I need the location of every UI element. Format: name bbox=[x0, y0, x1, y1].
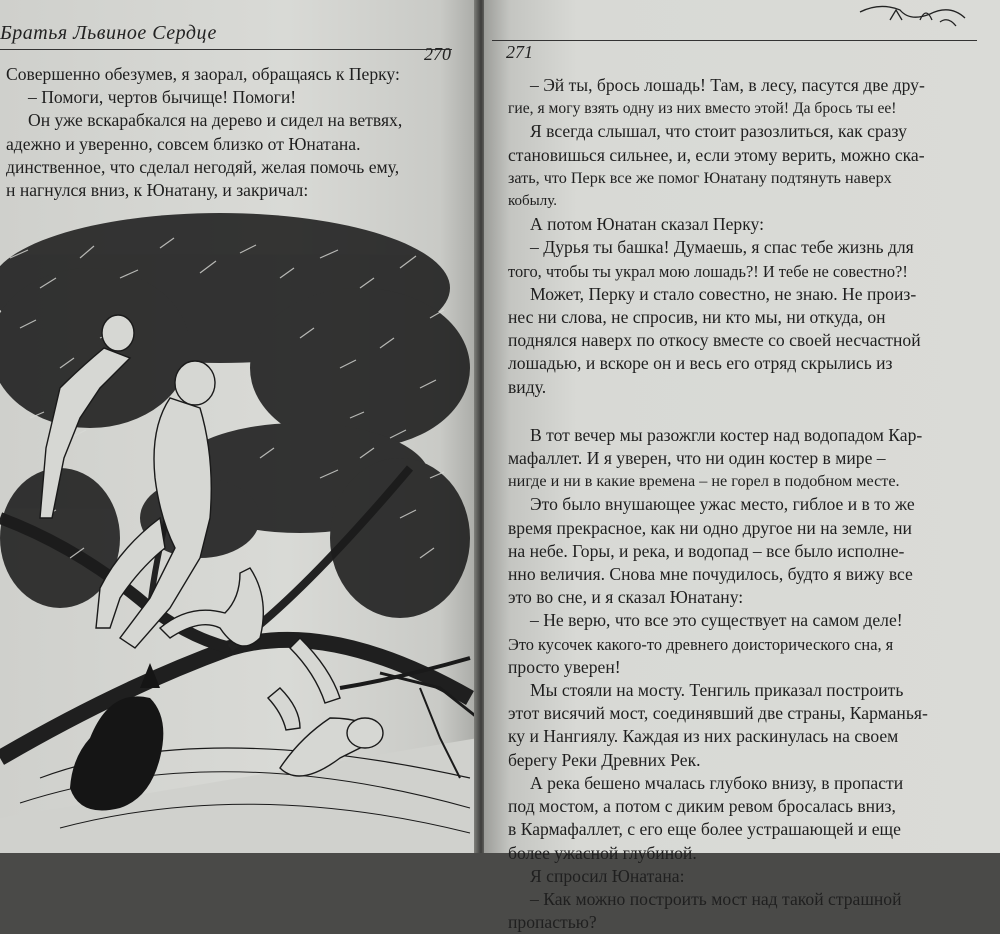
text-line: – Как можно построить мост над такой страшной bbox=[530, 888, 902, 909]
text-line: – Не верю, что все это существует на самом деле! bbox=[530, 610, 903, 631]
text-line: на небе. Горы, и река, и водопад – все было исполне- bbox=[508, 540, 905, 561]
text-line: гие, я могу взять одну из них вместо этой! Да брось ты ее! bbox=[508, 100, 897, 118]
left-page bbox=[0, 0, 478, 853]
text-line: – Дурья ты башка! Думаешь, я спас тебе жизнь для bbox=[530, 237, 914, 258]
text-line: Я спросил Юнатана: bbox=[530, 865, 685, 886]
text-line: нно величия. Снова мне почудилось, будто я вижу все bbox=[508, 564, 913, 585]
text-line: просто уверен! bbox=[508, 656, 621, 677]
page-number-left: 270 bbox=[424, 44, 451, 64]
header-rule bbox=[492, 40, 977, 41]
left-text-block bbox=[6, 63, 402, 202]
tree-illustration bbox=[0, 218, 478, 853]
text-line: В тот вечер мы разожгли костер над водопадом Кар- bbox=[530, 424, 923, 445]
text-line: А потом Юнатан сказал Перку: bbox=[530, 214, 764, 235]
section-break bbox=[508, 399, 928, 424]
text-line: под мостом, а потом с диким ревом бросалась вниз, bbox=[508, 796, 896, 817]
text-line: этот висячий мост, соединявший две страны, Карманья- bbox=[508, 703, 928, 724]
text-line: н нагнулся вниз, к Юнатану, и закричал: bbox=[6, 180, 309, 201]
text-line: мафаллет. И я уверен, что ни один костер в мире – bbox=[508, 448, 886, 469]
text-line: более ужасной глубиной. bbox=[508, 842, 697, 863]
corner-ornament bbox=[850, 0, 970, 40]
right-text-block bbox=[508, 74, 928, 934]
text-line: нес ни слова, не спросив, ни кто мы, ни откуда, он bbox=[508, 307, 886, 328]
text-line: Совершенно обезумев, я заорал, обращаясь к Перку: bbox=[6, 64, 400, 84]
text-line: Это кусочек какого-то древнего доисторического сна, я bbox=[508, 634, 894, 654]
text-line: ку и Нангиялу. Каждая из них раскинулась на своем bbox=[508, 726, 899, 747]
text-line: берегу Реки Древних Рек. bbox=[508, 749, 701, 770]
header-rule bbox=[0, 49, 452, 50]
text-line: Он уже вскарабкался на дерево и сидел на ветвях, bbox=[28, 110, 403, 131]
text-line: Может, Перку и стало совестно, не знаю. Не произ- bbox=[530, 283, 917, 304]
text-line: нигде и ни в какие времена – не горел в подобном месте. bbox=[508, 472, 900, 491]
text-line: в Кармафаллет, с его еще более устрашающей и еще bbox=[508, 819, 901, 840]
text-line: становишься сильнее, и, если этому верить, можно ска- bbox=[508, 144, 925, 165]
text-line: Мы стояли на мосту. Тенгиль приказал построить bbox=[530, 680, 904, 701]
running-head: Братья Львиное Сердце bbox=[0, 22, 217, 44]
right-page bbox=[484, 0, 1000, 933]
text-line: поднялся наверх по откосу вместе со своей несчастной bbox=[508, 330, 921, 351]
text-line: кобылу. bbox=[508, 193, 557, 210]
text-line: – Помоги, чертов бычище! Помоги! bbox=[28, 87, 297, 108]
text-line: это во сне, и я сказал Юнатану: bbox=[508, 587, 744, 608]
text-line: – Эй ты, брось лошадь! Там, в лесу, пасутся две дру- bbox=[530, 75, 925, 95]
text-line: того, чтобы ты украл мою лошадь?! И тебе не совестно?! bbox=[508, 261, 908, 281]
text-line: время прекрасное, как ни одно другое ни на земле, ни bbox=[508, 517, 912, 538]
text-line: пропастью? bbox=[508, 912, 597, 933]
text-line: виду. bbox=[508, 376, 547, 397]
text-line: зать, что Перк все же помог Юнатану подтянуть наверх bbox=[508, 168, 892, 187]
page-number-right: 271 bbox=[506, 42, 533, 62]
text-line: адежно и уверенно, совсем близко от Юнатана. bbox=[6, 133, 361, 154]
text-line: А река бешено мчалась глубоко внизу, в пропасти bbox=[530, 772, 904, 793]
text-line: динственное, что сделал негодяй, желая помочь ему, bbox=[6, 156, 400, 177]
text-line: Я всегда слышал, что стоит разозлиться, как сразу bbox=[530, 121, 907, 142]
text-line: Это было внушающее ужас место, гиблое и в то же bbox=[530, 494, 915, 515]
text-line: лошадью, и вскоре он и весь его отряд скрылись из bbox=[508, 353, 893, 374]
